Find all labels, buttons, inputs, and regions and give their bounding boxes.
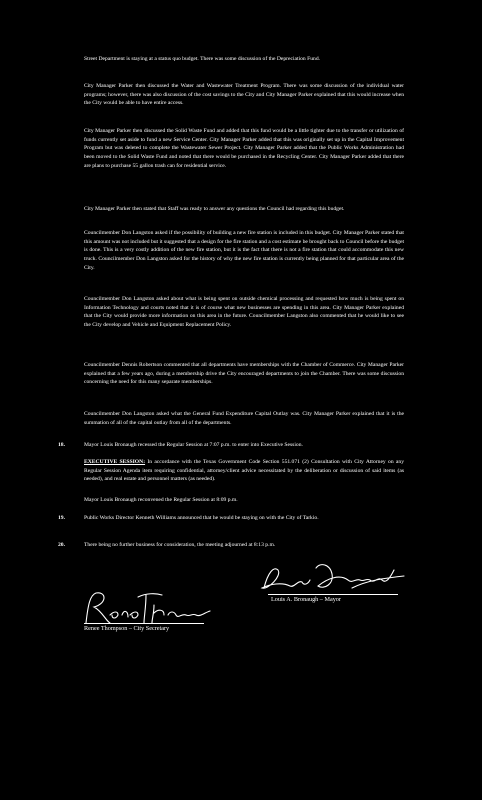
item-number: 20.: [58, 542, 65, 548]
mayor-signature-label: Louis A. Bronaugh – Mayor: [271, 596, 341, 603]
paragraph-staff-questions: City Manager Parker then stated that Staff was ready to answer any questions the Council had regarding this budget.: [84, 206, 345, 212]
item-text: There being no further business for consideration, the meeting adjourned at 8:13 p.m.: [84, 542, 276, 548]
executive-session-heading: EXECUTIVE SESSION:: [84, 459, 146, 465]
executive-session-text: In accordance with the Texas Government Code Section 551.071 (2) Consultation with City Attorney on any Regular Session Agenda item requiring confidential, attorney/client advice necessitated by the deliberation or discussion of said items (as needed), and real estate and personnel matters (as needed).: [84, 459, 404, 483]
secretary-signature-line: [84, 623, 204, 624]
reconvene-paragraph: Mayor Louis Bronaugh reconvened the Regular Session at 8:09 p.m.: [84, 497, 238, 503]
paragraph-fire-station: Councilmember Don Langston asked if the possibility of building a new fire station is included in this budget. City Manager Parker stated that this amount was not included but it suggested that a design for the fire station and a cost estimate be brought back to Council before the budget is done. This is a very costly addition of the new fire station, but it is the fact that there is not a fire station that could accommodate this new truck. Councilmember Don Langston asked for the history of why the new fire station is currently being planned for that particular area of the City.: [84, 230, 405, 271]
executive-session-paragraph: [84, 458, 404, 484]
item-text: Public Works Director Kenneth Williams announced that he would be staying on with the City of Tarkio.: [84, 515, 319, 521]
item-number: 19.: [58, 515, 65, 521]
item-text: Mayor Louis Bronaugh recessed the Regular Session at 7:07 p.m. to enter into Executive Session.: [84, 442, 303, 448]
mayor-signature: [258, 558, 408, 598]
secretary-signature-label: Renee Thompson – City Secretary: [84, 625, 170, 632]
agenda-item-20: [58, 541, 404, 550]
agenda-item-19: [58, 514, 404, 523]
item-number: 18.: [58, 442, 65, 448]
paragraph-solid-waste: City Manager Parker then discussed the Solid Waste Fund and added that this fund would be a little tighter due to the transfer or utilization of funds currently set aside to fund a new Service Center. City Manager Parker added that this was originally set up in the Capital Improvement Program but was deleted to complete the Wastewater Sewer Project. City Manager Parker added that the Public Works Administration had been moved to the Solid Waste Fund and noted that there would be purchased in the Recycling Center. City Manager Parker added that there are plans to purchase 55 gallon trash can for residential service.: [84, 128, 404, 169]
paragraph-chemical-processing: Councilmember Don Langston asked about what is being spent on outside chemical processing and requested how much is being spent on Information Technology and courts noted that it is of course what new businesses are spending in this area. City Manager Parker explained that the City would provide more information on this area in the future. Councilmember Langston also commented that he would like to see the City develop and Vehicle and Equipment Replacement Policy.: [84, 296, 404, 329]
mayor-signature-line: [268, 594, 398, 595]
paragraph-water-wastewater: City Manager Parker then discussed the Water and Wastewater Treatment Program. There was some discussion of the individual water programs; however, there was also discussion of the cost savings to the City and City Manager Parker explained that this would increase when the City would be able to have entire access.: [84, 83, 404, 107]
agenda-item-18: [58, 441, 404, 450]
paragraph-street-department: Street Department is staying at a status quo budget. There was some discussion of the Depreciation Fund.: [84, 56, 321, 62]
paragraph-chamber-memberships: Councilmember Dennis Robertson commented that all departments have memberships with the Chamber of Commerce. City Manager Parker explained that a few years ago, during a membership drive the City encouraged departments to join the Chamber. There was some discussion concerning the need for this many separate memberships.: [84, 362, 404, 386]
paragraph-capital-outlay: Councilmember Don Langston asked what the General Fund Expenditure Capital Outlay was. City Manager Parker explained that it is the summation of all of the capital outlay from all of the departments.: [84, 411, 404, 426]
